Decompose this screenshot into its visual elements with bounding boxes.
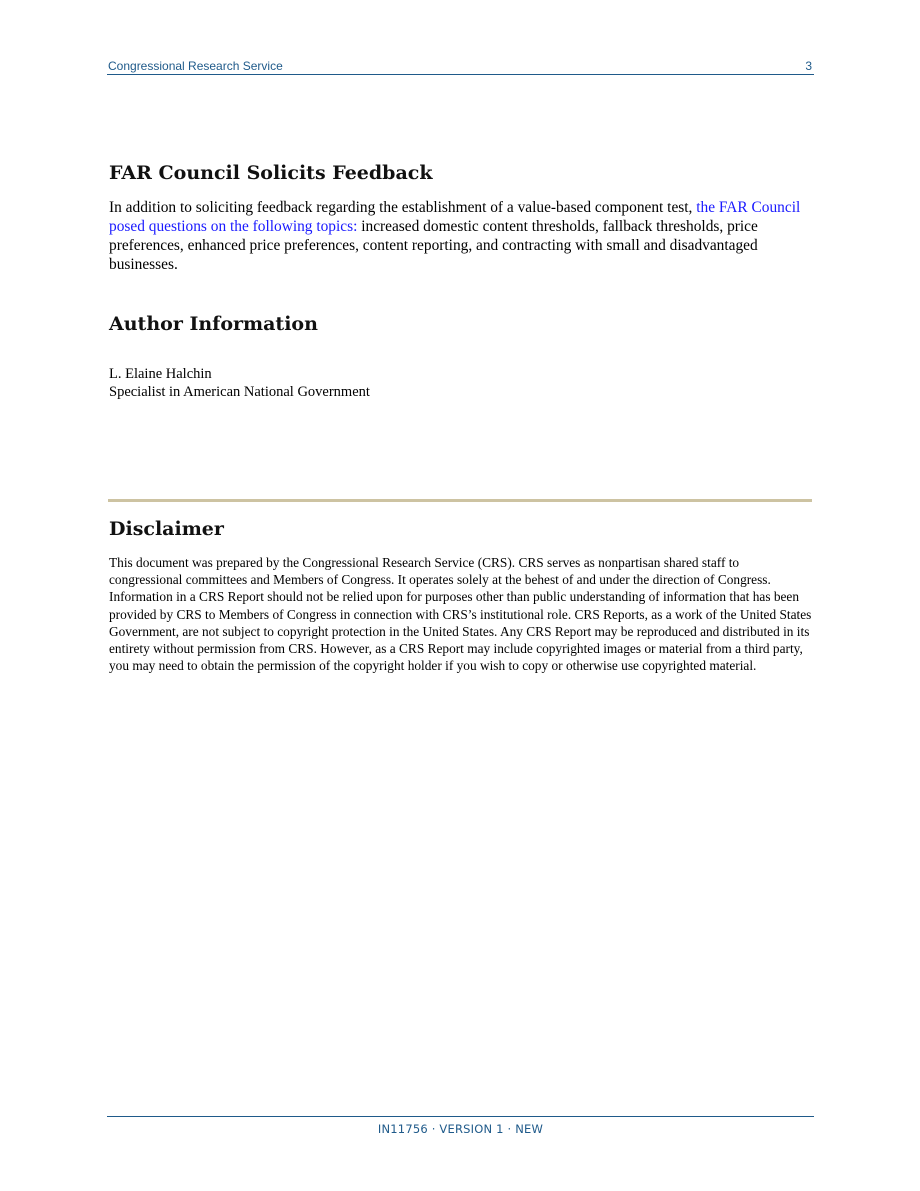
header-organization: Congressional Research Service xyxy=(108,59,283,73)
far-text-after-link: increased domestic content thresholds, fallback thresholds, price preferences, enhanced price preferences, content reporting, and contracting with small and disadvantaged businesses. xyxy=(109,218,758,273)
page-footer xyxy=(107,1116,814,1136)
author-title: Specialist in American National Government xyxy=(109,384,370,400)
section-divider xyxy=(108,499,812,502)
footer-document-code: IN11756 · VERSION 1 · NEW xyxy=(377,1122,544,1136)
author-block xyxy=(109,365,370,401)
disclaimer-heading: Disclaimer xyxy=(109,518,224,540)
far-section-heading: FAR Council Solicits Feedback xyxy=(109,162,433,184)
far-paragraph xyxy=(109,198,809,274)
header-page-number: 3 xyxy=(805,59,812,73)
far-text-before-link: In addition to soliciting feedback regarding the establishment of a value-based component test, xyxy=(109,199,697,216)
author-name: L. Elaine Halchin xyxy=(109,366,212,382)
page-header xyxy=(107,58,814,75)
disclaimer-paragraph: This document was prepared by the Congressional Research Service (CRS). CRS serves as nonpartisan shared staff to congressional committees and Members of Congress. It operates solely at the behest of and under the direction of Congress. Information in a CRS Report should not be relied upon for purposes other than public understanding of information that has been provided by CRS to Members of Congress in connection with CRS’s institutional role. CRS Reports, as a work of the United States Government, are not subject to copyright protection in the United States. Any CRS Report may be reproduced and distributed in its entirety without permission from CRS. However, as a CRS Report may include copyrighted images or material from a third party, you may need to obtain the permission of the copyright holder if you wish to copy or otherwise use copyrighted material. xyxy=(109,555,812,674)
author-section-heading: Author Information xyxy=(109,313,318,335)
far-topics-link[interactable]: the FAR Council posed questions on the following topics: xyxy=(109,199,801,235)
